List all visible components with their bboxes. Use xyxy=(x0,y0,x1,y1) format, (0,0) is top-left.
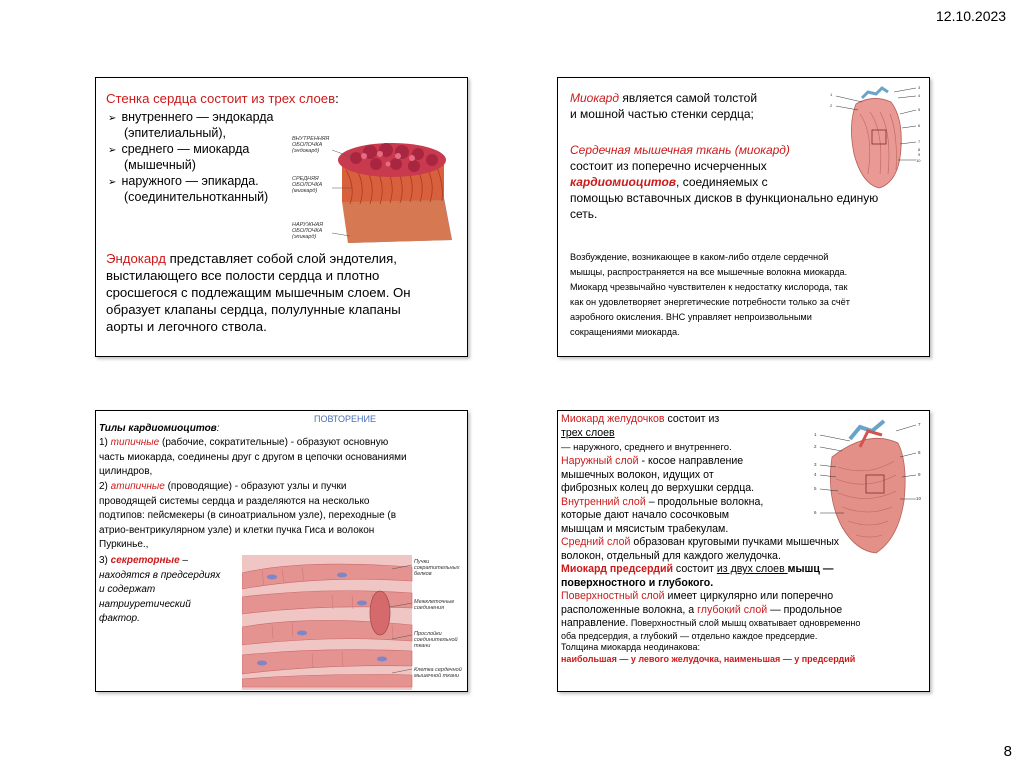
type2-line4: атрио-вентрикулярном узле) и клетки пучка Гиса и волокон xyxy=(99,524,375,536)
atrium-line2: поверхностного и глубокого. xyxy=(561,576,714,589)
ventricle-heart-figure xyxy=(812,417,928,555)
fig-num: 7 xyxy=(918,139,921,144)
slide-myocardium xyxy=(557,77,930,357)
fig-num: 10 xyxy=(916,158,921,163)
type3-line1: 3) секреторные – xyxy=(99,555,188,566)
fig-num: 3 xyxy=(814,462,817,467)
myocard-line2: и мошной частью стенки сердца; xyxy=(570,107,754,121)
type2-line2: проводящей системы сердца и разделяются на несколько xyxy=(99,495,370,507)
repeat-label: ПОВТОРЕНИЕ xyxy=(314,414,376,424)
ventricle-line1: Миокард желудочков состоит из xyxy=(561,413,720,425)
superficial-layer-line3: направление. Поверхностный слой мышц охватывает одновременно xyxy=(561,617,861,629)
endocard-paragraph-line5: аорты и легочного ствола. xyxy=(106,319,267,334)
bullet-endocard-type: (эпителиальный), xyxy=(124,126,226,140)
excitation-line3: Миокард чрезвычайно чувствителен к недостатку кислорода, так xyxy=(570,282,848,292)
type1-line1: 1) типичные (рабочие, сократительные) - образуют основную xyxy=(99,437,389,448)
inner-layer-line3: мышцам и мясистым трабекулам. xyxy=(561,522,729,535)
inner-layer-line1: Внутренний слой – продольные волокна, xyxy=(561,495,764,508)
slide-heart-wall-layers xyxy=(95,77,468,357)
slide1-heading: Стенка сердца состоит из трех слоев: xyxy=(106,91,339,106)
fig-num: 3 xyxy=(918,85,921,90)
bullet-myocard-type: (мышечный) xyxy=(124,158,196,172)
endocard-paragraph-line3: сросшегося с подлежащим мышечным слоем. Он xyxy=(106,285,411,300)
type2-line5: Пуркинье., xyxy=(99,539,149,550)
label-cardiac-muscle-cell: Клетка сердечной мышечной ткани xyxy=(414,667,462,679)
type2-line1: 2) атипичные (проводящие) - образуют узлы и пучки xyxy=(99,481,347,492)
label-intercellular-junctions: Межклеточные соединения xyxy=(414,599,455,611)
thickness-line1: Толщина миокарда неодинакова: xyxy=(561,642,700,652)
cardiac-muscle-figure xyxy=(242,555,466,690)
ventricle-line3: — наружного, среднего и внутреннего. xyxy=(561,442,732,453)
outer-layer-line1: Наружный слой - косое направление xyxy=(561,455,744,467)
slide-cardiomyocyte-types xyxy=(95,410,468,692)
superficial-layer-line4: оба предсердия, а глубокий — отдельно каждое предсердие. xyxy=(561,631,818,641)
type1-line3: цилиндров, xyxy=(99,466,153,477)
middle-layer-line1: Средний слой образован круговыми пучками мышечных xyxy=(561,536,840,548)
middle-layer-line2: волокон, отдельный для каждого желудочка. xyxy=(561,549,781,562)
fig-num: 6 xyxy=(918,123,921,128)
heart-wall-figure xyxy=(284,128,464,253)
fig-num: 9 xyxy=(918,152,921,157)
superficial-layer-line1: Поверхностный слой имеет циркулярно или поперечно xyxy=(561,590,834,602)
label-inner-layer: ВНУТРЕННЯЯ ОБОЛОЧКА (эндокард) xyxy=(292,136,330,154)
myocard-line7: сеть. xyxy=(570,207,598,221)
thickness-line2: наибольшая — у левого желудочка, наименьшая — у предсердий xyxy=(561,654,856,664)
outer-layer-line2: мышечных волокон, идущих от xyxy=(561,468,714,481)
fig-num: 6 xyxy=(814,510,817,515)
label-outer-layer: НАРУЖНАЯ ОБОЛОЧКА (эпикард) xyxy=(292,222,324,240)
atrium-line1: Миокард предсердий состоит из двух слоев мышц — xyxy=(561,563,834,575)
fig-num: 8 xyxy=(918,147,921,152)
ventricle-line2: трех слоев xyxy=(561,426,615,439)
page-date: 12.10.2023 xyxy=(936,8,1007,24)
type3-line5: фактор. xyxy=(99,613,140,624)
inner-layer-line2: которые дают начало сосочковым xyxy=(561,509,730,521)
excitation-line1: Возбуждение, возникающее в каком-либо отделе сердечной xyxy=(570,252,829,262)
label-middle-layer: СРЕДНЯЯ ОБОЛОЧКА (миокард) xyxy=(292,176,323,194)
fig-num: 5 xyxy=(814,486,817,491)
fig-num: 8 xyxy=(918,450,921,455)
myocard-line4: состоит из поперечно исчерченных xyxy=(570,159,767,173)
arrow-bullet-icon: ➢ xyxy=(108,177,117,188)
page-number: 8 xyxy=(1003,743,1012,760)
fig-num: 1 xyxy=(814,432,817,437)
bullet-endocard: ➢ внутреннего — эндокарда xyxy=(108,109,273,127)
cardiac-tissue-heading: Сердечная мышечная ткань (миокард) xyxy=(570,143,790,157)
fig-num: 10 xyxy=(916,496,922,501)
type3-line4: натриуретический xyxy=(99,598,191,610)
fig-num: 9 xyxy=(918,472,921,477)
bullet-myocard: ➢ среднего — миокарда xyxy=(108,141,249,159)
excitation-line2: мышцы, распространяется на все мышечные волокна миокарда. xyxy=(570,267,848,277)
bullet-epicard: ➢ наружного — эпикарда. xyxy=(108,173,259,191)
excitation-line4: как он удовлетворяет энергетические потребности только за счёт xyxy=(570,297,851,307)
excitation-line6: сокращениями миокарда. xyxy=(570,327,680,337)
label-connective-tissue: Прослойки соединительной ткани xyxy=(414,631,458,649)
slide-ventricle-atrium-myocardium xyxy=(557,410,930,692)
arrow-bullet-icon: ➢ xyxy=(108,145,117,156)
myocard-line1: Миокард является самой толстой xyxy=(570,91,758,105)
superficial-layer-line2: расположенные волокна, а глубокий слой — продольное xyxy=(561,603,843,616)
bullet-epicard-type: (соединительнотканный) xyxy=(124,190,269,204)
type3-line2: находятся в предсердиях xyxy=(99,569,221,581)
fig-num: 5 xyxy=(918,107,921,112)
label-contractile-bundles: Пучки сократительных белков xyxy=(414,559,460,577)
heart-figure xyxy=(826,84,926,194)
myocard-line6: помощью вставочных дисков в функционально единую xyxy=(570,191,879,205)
fig-num: 1 xyxy=(830,92,833,97)
fig-num: 4 xyxy=(814,472,817,477)
fig-num: 2 xyxy=(830,103,833,108)
excitation-line5: аэробного окисления. ВНС управляет непроизвольными xyxy=(570,312,812,322)
type2-line3: подтипов: пейсмекеры (в синоатриальном узле), переходные (в xyxy=(99,510,397,521)
outer-layer-line3: фиброзных колец до верхушки сердца. xyxy=(561,482,755,494)
arrow-bullet-icon: ➢ xyxy=(108,113,117,124)
fig-num: 2 xyxy=(814,444,817,449)
type1-line2: часть миокарда, соединены друг с другом в цепочки основаниями xyxy=(99,451,407,463)
fig-num: 7 xyxy=(918,422,921,427)
fig-num: 4 xyxy=(918,93,921,98)
myocard-line5: кардиомиоцитов, соединяемых с xyxy=(570,175,768,189)
endocard-paragraph-line1: Эндокард представляет собой слой эндотелия, xyxy=(106,251,397,266)
endocard-paragraph-line4: образует клапаны сердца, полулунные клапаны xyxy=(106,302,401,317)
types-heading: Тилы кардиомиоцитов: xyxy=(99,423,220,434)
endocard-paragraph-line2: выстилающего все полости сердца и плотно xyxy=(106,268,380,283)
type3-line3: и содержат xyxy=(99,584,156,595)
